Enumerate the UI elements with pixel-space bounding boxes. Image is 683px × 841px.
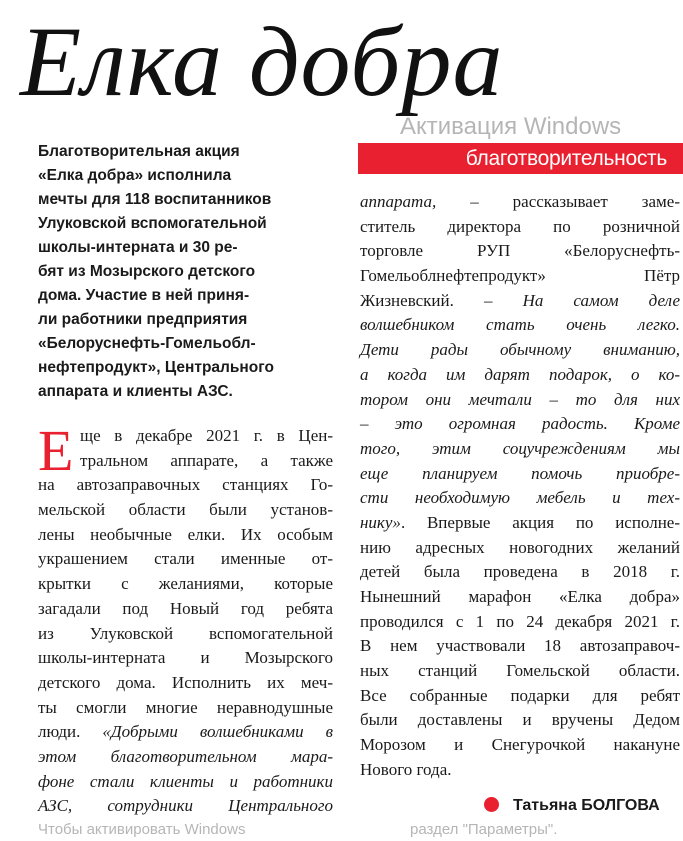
text-line — [360, 363, 680, 388]
text-line — [38, 597, 333, 622]
lead-line: ли работники предприятия — [38, 311, 248, 328]
text-line — [360, 264, 680, 289]
body-text: тральном аппарате, а также — [80, 450, 333, 470]
text-line — [360, 733, 680, 758]
text-line — [360, 708, 680, 733]
red-dot-icon — [484, 797, 499, 812]
text-line — [38, 622, 333, 647]
text-line — [360, 338, 680, 363]
body-text: Все собранные подарки для ребят — [360, 685, 680, 705]
italic-quote-text: АЗС, сотрудники Центрального — [38, 796, 333, 816]
text-line — [360, 215, 680, 240]
drop-cap: Е — [38, 418, 74, 483]
italic-quote-text: фоне стали клиенты и работники — [38, 771, 333, 791]
text-line — [38, 523, 333, 548]
windows-watermark-subtitle: Чтобы активировать Windows — [38, 821, 246, 838]
lead-line: школы-интерната и 30 ре- — [38, 239, 238, 256]
lead-line: Благотворительная акция — [38, 143, 240, 160]
lead-line: бят из Мозырского детского — [38, 263, 256, 280]
text-line — [360, 536, 680, 561]
italic-quote-text: а когда им дарят подарок, о ко- — [360, 364, 680, 384]
text-line — [360, 289, 680, 314]
text-line — [360, 511, 680, 536]
text-line — [38, 449, 333, 474]
body-text: Нового года. — [360, 759, 452, 779]
body-text: В нем участвовали 18 автозаправоч- — [360, 636, 680, 656]
text-line — [38, 646, 333, 671]
body-text: ще в декабре 2021 г. в Цен- — [80, 426, 333, 445]
body-text: из Улуковской вспомогательной — [38, 623, 333, 643]
text-line — [38, 547, 333, 572]
body-text: украшением стали именные от- — [38, 549, 333, 569]
lead-line: «Елка добра» исполнила — [38, 167, 232, 184]
text-line — [360, 610, 680, 635]
text-line — [360, 659, 680, 684]
body-text: детей была проведена в 2018 г. — [360, 562, 680, 582]
text-line — [38, 720, 333, 745]
text-line — [360, 486, 680, 511]
body-text: крытки с желаниями, которые — [38, 574, 333, 594]
text-line — [38, 473, 333, 498]
text-line — [360, 388, 680, 413]
body-text: Морозом и Снегурочкой накануне — [360, 735, 680, 755]
windows-watermark-settings: раздел "Параметры". — [410, 821, 558, 838]
text-line — [38, 671, 333, 696]
text-line — [360, 239, 680, 264]
text-line — [360, 462, 680, 487]
body-text: школы-интерната и Мозырского — [38, 648, 333, 668]
body-text: на автозаправочных станциях Го- — [38, 475, 333, 495]
left-column-text — [38, 418, 333, 819]
text-line — [360, 560, 680, 585]
text-line — [38, 745, 333, 770]
text-line — [360, 313, 680, 338]
text-line — [360, 190, 680, 215]
body-text: – рассказывает заме- — [436, 192, 680, 211]
author-name: Татьяна БОЛГОВА — [513, 797, 660, 814]
body-text: детского дома. Исполнить их меч- — [38, 672, 333, 692]
article-lead — [38, 140, 338, 404]
body-text: Гомельоблнефтепродукт» Пётр — [360, 266, 680, 286]
italic-quote-text: того, этим соцучреждениям мы — [360, 438, 680, 458]
lead-line: дома. Участие в ней приня- — [38, 287, 250, 304]
body-text: . Впервые акция по исполне- — [400, 512, 680, 532]
article-title: Елка добра — [20, 6, 504, 117]
italic-quote-text: Дети рады обычному вниманию, — [360, 340, 680, 360]
italic-quote-text: этом благотворительном мара- — [38, 746, 333, 766]
lead-line: аппарата и клиенты АЗС. — [38, 383, 233, 400]
body-text: нию адресных новогодних желаний — [360, 537, 680, 557]
text-line — [38, 498, 333, 523]
italic-quote-text: еще планируем помочь приобре- — [360, 463, 680, 483]
body-text: ных станций Гомельской области. — [360, 661, 680, 681]
italic-quote-text: сти необходимую мебель и тех- — [360, 488, 680, 508]
text-line — [360, 758, 680, 783]
lead-line: «Белоруснефть-Гомельобл- — [38, 335, 256, 352]
lead-line: Улуковской вспомогательной — [38, 215, 267, 232]
italic-quote-text: волшебником стать очень легко. — [360, 315, 680, 335]
rubric-banner: благотворительность — [358, 143, 683, 174]
body-text: торговле РУП «Белоруснефть- — [360, 241, 680, 261]
text-line — [360, 585, 680, 610]
body-text: мельской области были установ- — [38, 500, 333, 520]
windows-watermark-title: Активация Windows — [400, 113, 622, 140]
text-line — [360, 684, 680, 709]
body-text: люди. — [38, 722, 103, 742]
italic-quote-text: нику» — [360, 512, 401, 532]
text-line — [360, 437, 680, 462]
text-line — [38, 794, 333, 819]
right-column-text — [360, 190, 680, 783]
body-text: проводился с 1 по 24 декабря 2021 г. — [360, 611, 680, 631]
body-text: ты смогли многие неравнодушные — [38, 697, 333, 717]
body-text: ститель директора по розничной — [360, 216, 680, 236]
italic-quote-text: – это огромная радость. Кроме — [360, 414, 680, 434]
body-text: Нынешний марафон «Елка добра» — [360, 587, 680, 606]
body-text: лены необычные елки. Их особым — [38, 524, 333, 544]
italic-quote-text: На самом деле — [522, 290, 680, 310]
text-line — [38, 424, 333, 449]
body-text: были доставлены и вручены Дедом — [360, 710, 680, 730]
body-text: Жизневский. – — [360, 290, 523, 310]
lead-line: мечты для 118 воспитанников — [38, 191, 272, 208]
body-text: загадали под Новый год ребята — [38, 598, 333, 618]
text-line — [38, 696, 333, 721]
lead-line: нефтепродукт», Центрального — [38, 359, 274, 376]
italic-quote-text: тором они мечтали – то для них — [360, 389, 680, 409]
italic-quote-text: «Добрыми волшебниками в — [102, 722, 333, 742]
text-line — [360, 634, 680, 659]
byline — [484, 795, 660, 817]
text-line — [38, 572, 333, 597]
italic-quote-text: аппарата, — [360, 192, 437, 211]
text-line — [360, 412, 680, 437]
text-line — [38, 770, 333, 795]
